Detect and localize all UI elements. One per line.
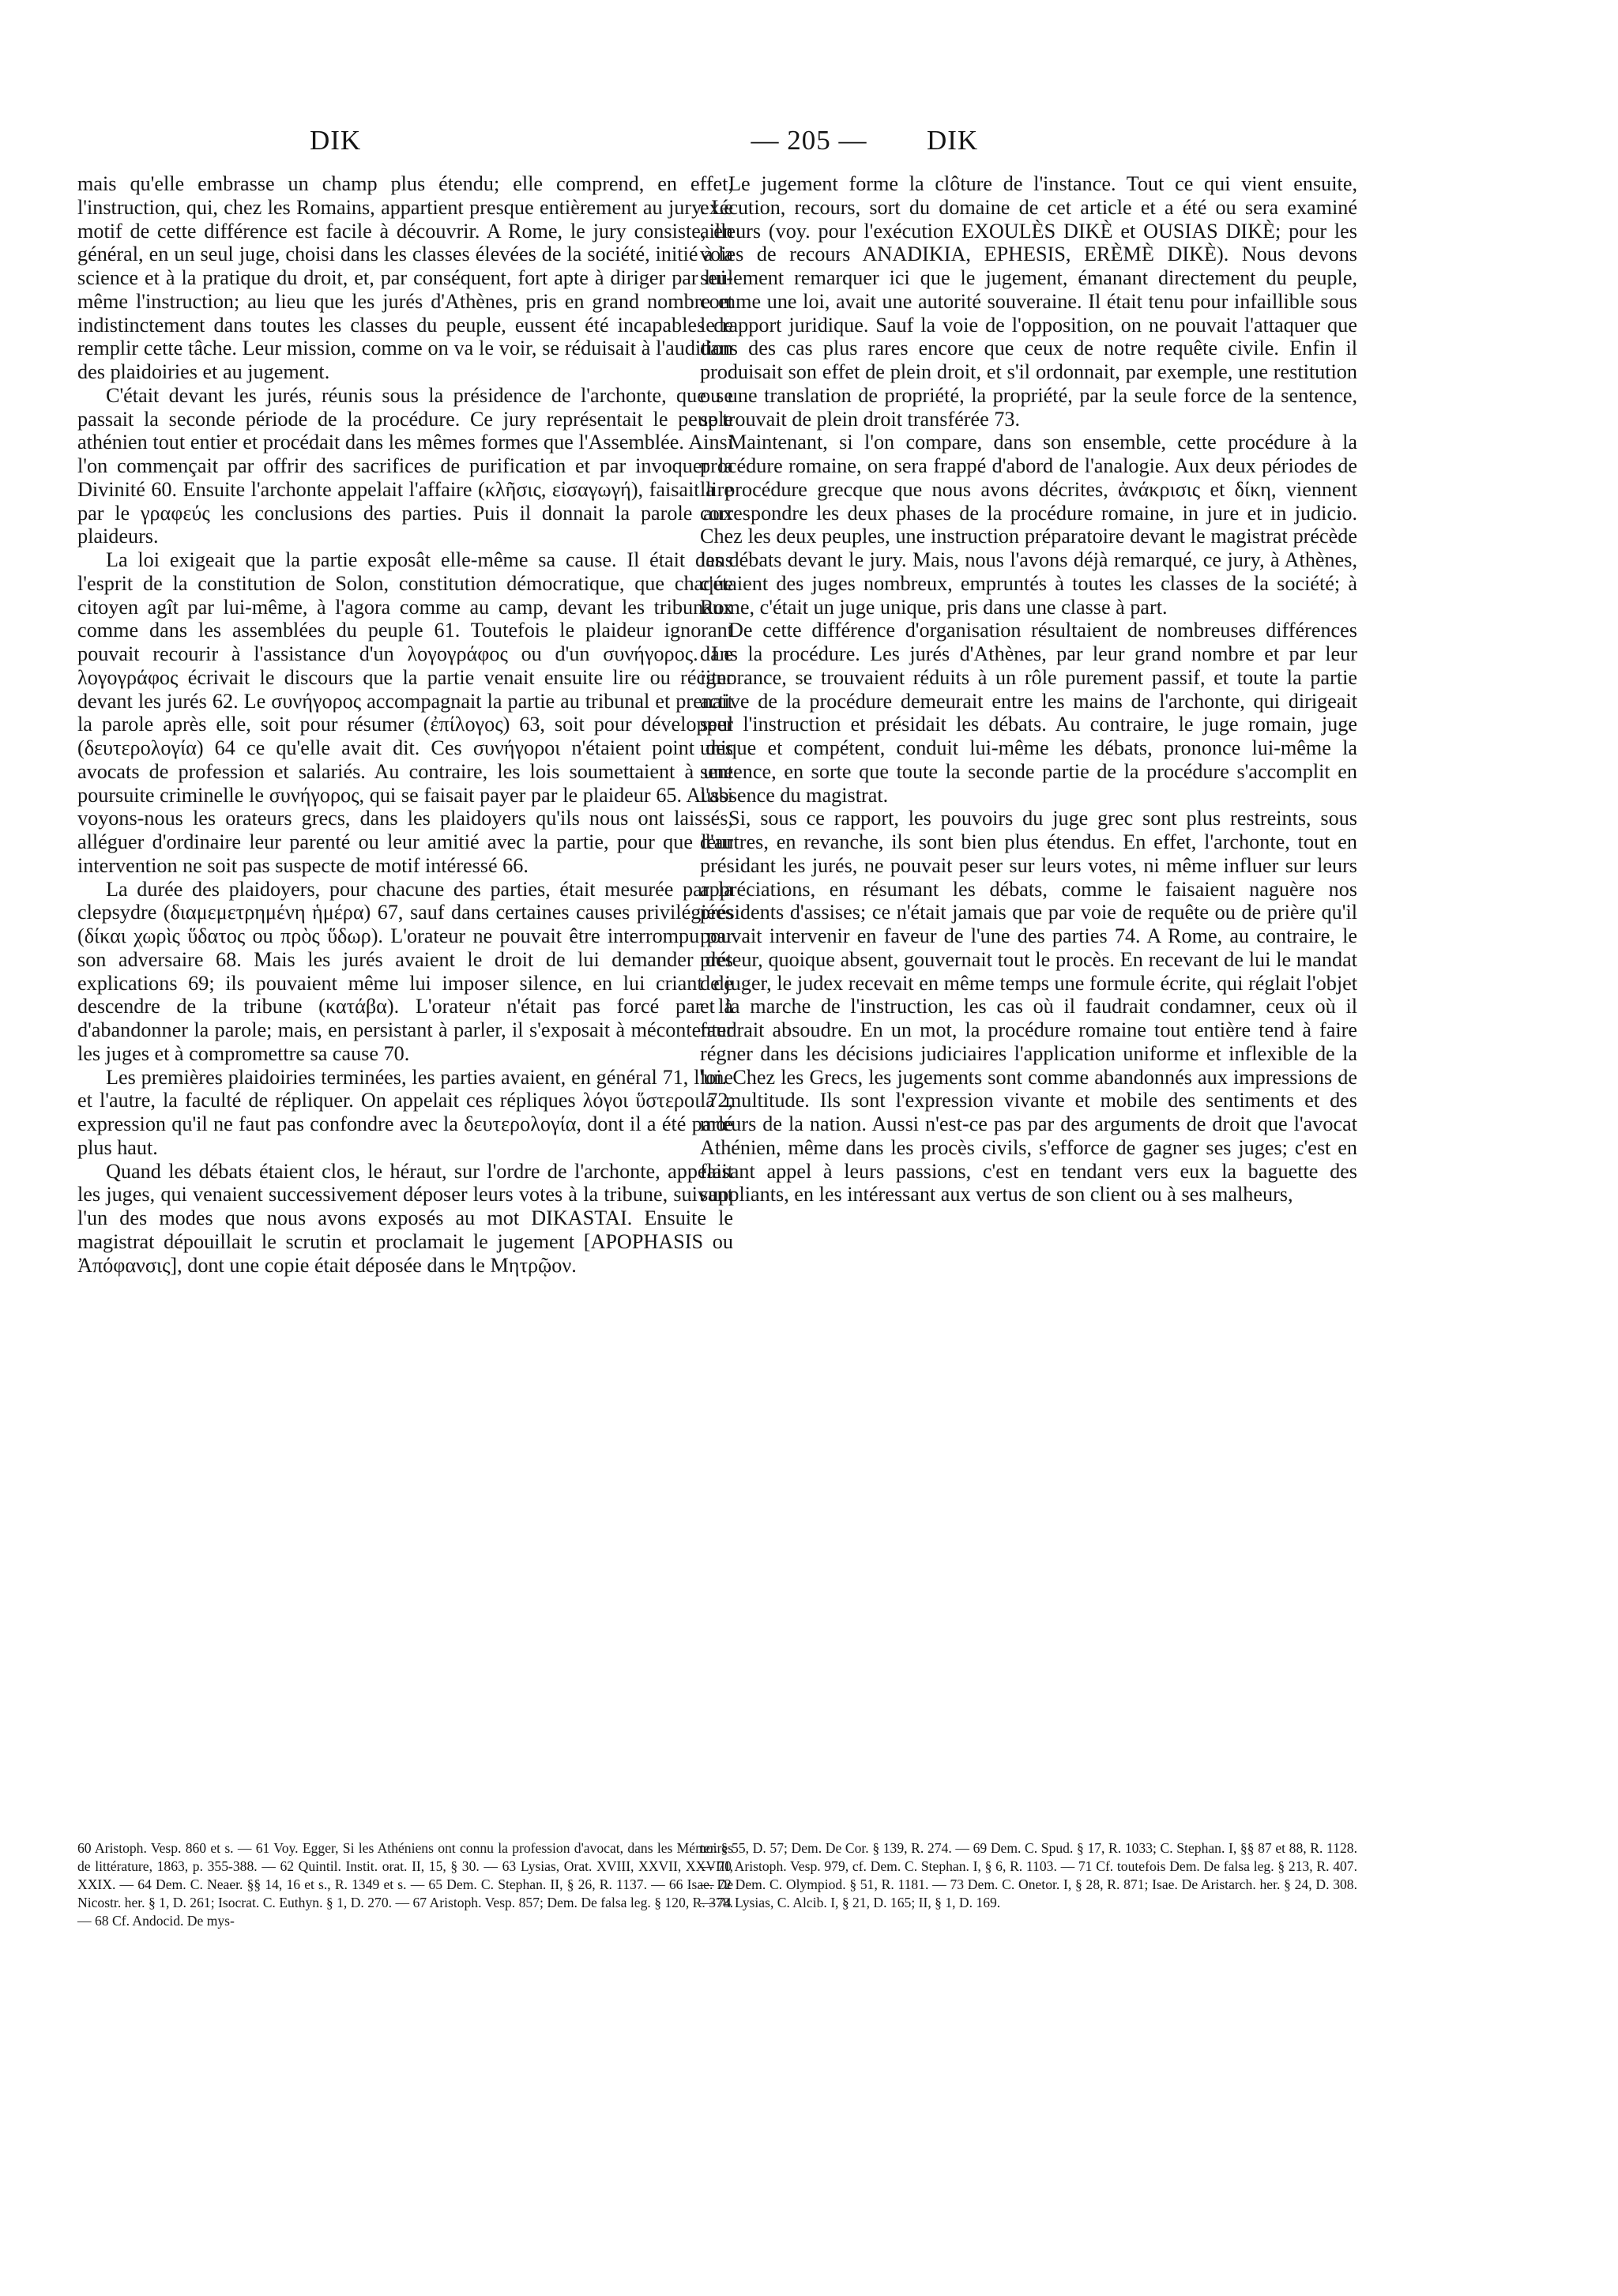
running-header (0, 125, 1618, 164)
page-number: — 205 — (751, 125, 867, 156)
paragraph: Quand les débats étaient clos, le héraut, sur l'ordre de l'archonte, appelait les juges, qui venaient successivement déposer leurs votes à la tribune, suivant l'un des modes que nous avons exposés au mot DIKASTAI. Ensuite le magistrat dépouillait le scrutin et proclamait le jugement [APOPHASIS ou Ἀπόφανσις], dont une copie était déposée dans le Μητρῷον. (77, 1159, 733, 1277)
footnotes-left (77, 1839, 733, 1930)
header-left-keyword: DIK (310, 125, 362, 156)
paragraph: De cette différence d'organisation résultaient de nombreuses différences dans la procédure. Les jurés d'Athènes, par leur grand nombre et par leur ignorance, se trouvaient réduits à un rôle purement passif, et toute la partie active de la procédure demeurait entre les mains de l'archonte, qui dirigeait seul l'instruction et présidait les débats. Au contraire, le juge romain, juge unique et compétent, conduit lui-même les débats, prononce lui-même la sentence, en sorte que toute la seconde partie de la procédure s'accomplit en l'absence du magistrat. (700, 619, 1357, 807)
paragraph: La durée des plaidoyers, pour chacune des parties, était mesurée par la clepsydre (διαμεμετρημένη ἡμέρα) 67, sauf dans certaines causes privilégiées (δίκαι χωρὶς ὕδατος ou πρὸς ὕδωρ). L'orateur ne pouvait être interrompu par son adversaire 68. Mais les jurés avaient le droit de lui demander des explications 69; ils pouvaient même lui imposer silence, en lui criant de descendre de la tribune (κατάβα). L'orateur n'était pas forcé par là d'abandonner la parole; mais, en persistant à parler, il s'exposait à mécontenter les juges et à compromettre sa cause 70. (77, 877, 733, 1065)
footnotes-right (700, 1839, 1357, 1912)
paragraph: Le jugement forme la clôture de l'instance. Tout ce qui vient ensuite, exécution, recours, sort du domaine de cet article et a été ou sera examiné ailleurs (voy. pour l'exécution EXOULÈS DIKÈ et OUSIAS DIKÈ; pour les voies de recours ANADIKIA, EPHESIS, ERÈMÈ DIKÈ). Nous devons seulement remarquer ici que le jugement, émanant directement du peuple, comme une loi, avait une autorité souveraine. Il était tenu pour infaillible sous le rapport juridique. Sauf la voie de l'opposition, on ne pouvait l'attaquer que dans des cas plus rares encore que ceux de notre requête civile. Enfin il produisait son effet de plein droit, et s'il ordonnait, par exemple, une restitution ou une translation de propriété, la propriété, par la seule force de la sentence, se trouvait de plein droit transférée 73. (700, 172, 1357, 431)
right-column (700, 172, 1357, 1206)
paragraph: Les premières plaidoiries terminées, les parties avaient, en général 71, l'une et l'autre, la faculté de répliquer. On appelait ces répliques λόγοι ὕστεροι 72, expression qu'il ne faut pas confondre avec la δευτερολογία, dont il a été parlé plus haut. (77, 1065, 733, 1159)
paragraph: Maintenant, si l'on compare, dans son ensemble, cette procédure à la procédure romaine, on sera frappé d'abord de l'analogie. Aux deux périodes de la procédure grecque que nous avons décrites, ἀνάκρισις et δίκη, viennent correspondre les deux phases de la procédure romaine, in jure et in judicio. Chez les deux peuples, une instruction préparatoire devant le magistrat précède les débats devant le jury. Mais, nous l'avons déjà remarqué, ce jury, à Athènes, c'étaient des juges nombreux, empruntés à toutes les classes de la société; à Rome, c'était un juge unique, pris dans une classe à part. (700, 431, 1357, 619)
paragraph: C'était devant les jurés, réunis sous la présidence de l'archonte, que se passait la seconde période de la procédure. Ce jury représentait le peuple athénien tout entier et procédait dans les mêmes formes que l'Assemblée. Ainsi l'on commençait par offrir des sacrifices de purification et par invoquer la Divinité 60. Ensuite l'archonte appelait l'affaire (κλῆσις, εἰσαγωγή), faisait lire par le γραφεύς les conclusions des parties. Puis il donnait la parole aux plaideurs. (77, 383, 733, 548)
footnote-text: ter. § 55, D. 57; Dem. De Cor. § 139, R. 274. — 69 Dem. C. Spud. § 17, R. 1033; C. Stephan. I, §§ 87 et 88, R. 1128. — 70 Aristoph. Vesp. 979, cf. Dem. C. Stephan. I, § 6, R. 1103. — 71 Cf. toutefois Dem. De falsa leg. § 213, R. 407. — 72 Dem. C. Olympiod. § 51, R. 1181. — 73 Dem. C. Onetor. I, § 28, R. 871; Isae. De Aristarch. her. § 24, D. 308. — 74 Lysias, C. Alcib. I, § 21, D. 165; II, § 1, D. 169. (700, 1840, 1357, 1910)
footnote-text: 60 Aristoph. Vesp. 860 et s. — 61 Voy. Egger, Si les Athéniens ont connu la profession d'avocat, dans les Mémoires de littérature, 1863, p. 355-388. — 62 Quintil. Instit. orat. II, 15, § 30. — 63 Lysias, Orat. XVIII, XXVII, XXVIII, XXIX. — 64 Dem. C. Neaer. §§ 14, 16 et s., R. 1349 et s. — 65 Dem. C. Stephan. II, § 26, R. 1137. — 66 Isae. De Nicostr. her. § 1, D. 261; Isocrat. C. Euthyn. § 1, D. 270. — 67 Aristoph. Vesp. 857; Dem. De falsa leg. § 120, R. 378. — 68 Cf. Andocid. De mys- (77, 1840, 733, 1929)
paragraph: Si, sous ce rapport, les pouvoirs du juge grec sont plus restreints, sous d'autres, en revanche, ils sont bien plus étendus. En effet, l'archonte, tout en présidant les jurés, ne pouvait peser sur leurs votes, ni même influer sur leurs appréciations, en résumant les débats, comme le faisaient naguère nos présidents d'assises; ce n'était jamais que par voie de requête ou de prière qu'il pouvait intervenir en faveur de l'une des parties 74. A Rome, au contraire, le préteur, quoique absent, gouvernait tout le procès. En recevant de lui le mandat de juger, le judex recevait en même temps une formule écrite, qui réglait l'objet et la marche de l'instruction, les cas où il faudrait condamner, ceux où il faudrait absoudre. En un mot, la procédure romaine tout entière tend à faire régner dans les décisions judiciaires l'application uniforme et inflexible de la loi. Chez les Grecs, les jugements sont comme abandonnés aux impressions de la multitude. Ils sont l'expression vivante et mobile des sentiments et des mœurs de la nation. Aussi n'est-ce pas par des arguments de droit que l'avocat Athénien, même dans les procès civils, s'efforce de gagner ses juges; c'est en faisant appel à leurs passions, c'est en tendant vers eux la baguette des suppliants, en les intéressant aux vertus de son client ou à ses malheurs, (700, 807, 1357, 1206)
header-right-keyword: DIK (927, 125, 979, 156)
paragraph: La loi exigeait que la partie exposât elle-même sa cause. Il était dans l'esprit de la constitution de Solon, constitution démocratique, que chaque citoyen agît par lui-même, à l'agora comme au camp, devant les tribunaux comme dans les assemblées du peuple 61. Toutefois le plaideur ignorant pouvait recourir à l'assistance d'un λογογράφος ou d'un συνήγορος. Le λογογράφος écrivait le discours que la partie venait ensuite lire ou réciter devant les jurés 62. Le συνήγορος accompagnait la partie au tribunal et prenait la parole après elle, soit pour résumer (ἐπίλογος) 63, soit pour développer (δευτερολογία) 64 ce qu'elle avait dit. Ces συνήγοροι n'étaient point des avocats de profession et salariés. Au contraire, les lois soumettaient à une poursuite criminelle le συνήγορος, qui se faisait payer par le plaideur 65. Aussi voyons-nous les orateurs grecs, dans les plaidoyers qu'ils nous ont laissés, alléguer d'ordinaire leur parenté ou leur amitié avec la partie, pour que leur intervention ne soit pas suspecte de motif intéressé 66. (77, 548, 733, 877)
left-column (77, 172, 733, 1277)
paragraph: mais qu'elle embrasse un champ plus étendu; elle comprend, en effet, l'instruction, qui, chez les Romains, appartient presque entièrement au jury. Le motif de cette différence est facile à découvrir. A Rome, le jury consiste, en général, en un seul juge, choisi dans les classes élevées de la société, initié à la science et à la pratique du droit, et, par conséquent, fort apte à diriger par lui-même l'instruction; au lieu que les jurés d'Athènes, pris en grand nombre et indistinctement dans toutes les classes du peuple, eussent été incapables de remplir cette tâche. Leur mission, comme on va le voir, se réduisait à l'audition des plaidoiries et au jugement. (77, 172, 733, 383)
